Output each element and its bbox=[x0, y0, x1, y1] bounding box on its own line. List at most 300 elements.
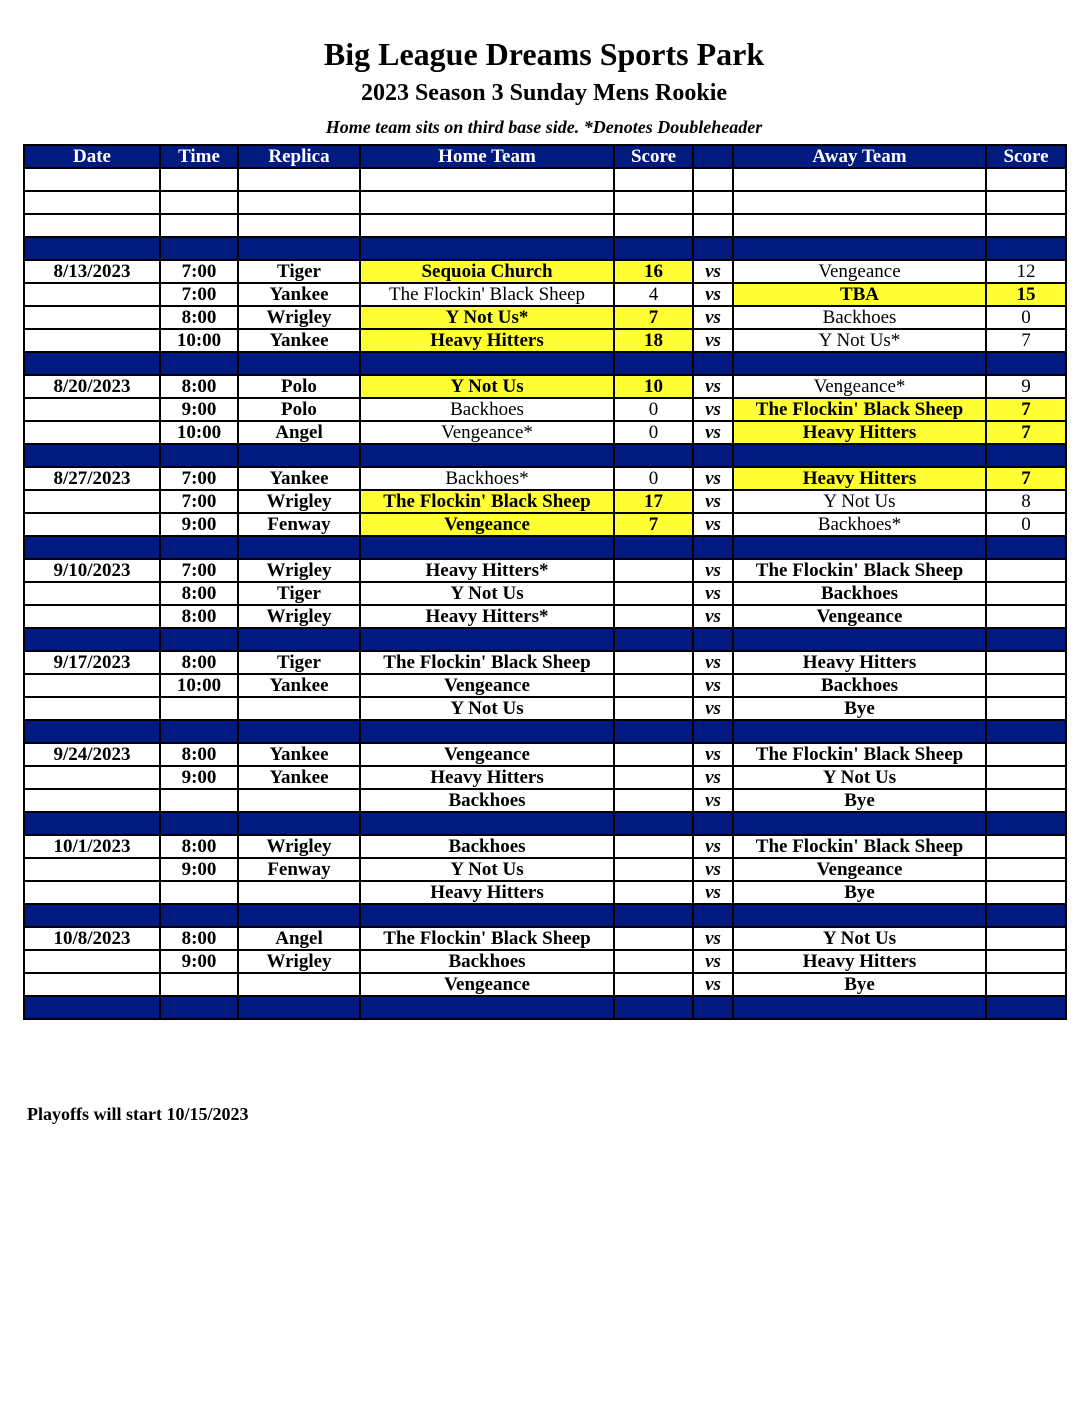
separator-cell bbox=[986, 904, 1066, 927]
separator-cell bbox=[238, 720, 360, 743]
separator-cell bbox=[160, 444, 238, 467]
cell-home-score bbox=[614, 881, 693, 904]
cell-time: 10:00 bbox=[160, 329, 238, 352]
separator-cell bbox=[360, 720, 614, 743]
cell-home-team: Heavy Hitters bbox=[360, 766, 614, 789]
cell-date bbox=[24, 398, 160, 421]
header-time: Time bbox=[160, 145, 238, 168]
cell-vs: vs bbox=[693, 789, 733, 812]
cell-replica: Tiger bbox=[238, 260, 360, 283]
cell-date: 9/24/2023 bbox=[24, 743, 160, 766]
separator-cell bbox=[986, 628, 1066, 651]
table-row bbox=[24, 306, 1066, 329]
separator-cell bbox=[614, 996, 693, 1019]
cell-home-team: Heavy Hitters bbox=[360, 329, 614, 352]
cell-vs: vs bbox=[693, 306, 733, 329]
cell-away-score: 7 bbox=[986, 421, 1066, 444]
cell-vs: vs bbox=[693, 651, 733, 674]
cell-date: 8/20/2023 bbox=[24, 375, 160, 398]
cell-home-score: 0 bbox=[614, 398, 693, 421]
cell-home-score bbox=[614, 605, 693, 628]
separator-cell bbox=[733, 996, 986, 1019]
cell-replica: Tiger bbox=[238, 582, 360, 605]
separator-cell bbox=[360, 536, 614, 559]
week-separator-row bbox=[24, 904, 1066, 927]
separator-cell bbox=[986, 720, 1066, 743]
cell-home-score: 4 bbox=[614, 283, 693, 306]
cell-away-team: Vengeance bbox=[733, 858, 986, 881]
week-separator-row bbox=[24, 996, 1066, 1019]
separator-cell bbox=[693, 628, 733, 651]
week-separator-row bbox=[24, 352, 1066, 375]
cell-away-team: TBA bbox=[733, 283, 986, 306]
cell-away-score bbox=[986, 881, 1066, 904]
cell-home-team: Vengeance bbox=[360, 513, 614, 536]
cell-replica bbox=[238, 214, 360, 237]
separator-cell bbox=[24, 352, 160, 375]
cell-date bbox=[24, 858, 160, 881]
cell-date bbox=[24, 973, 160, 996]
cell-date bbox=[24, 214, 160, 237]
cell-home-score: 17 bbox=[614, 490, 693, 513]
cell-home-team: The Flockin' Black Sheep bbox=[360, 283, 614, 306]
cell-away-score: 7 bbox=[986, 467, 1066, 490]
cell-away-score bbox=[986, 191, 1066, 214]
header-date: Date bbox=[24, 145, 160, 168]
cell-home-score bbox=[614, 858, 693, 881]
cell-away-team: Backhoes bbox=[733, 674, 986, 697]
cell-away-score: 0 bbox=[986, 513, 1066, 536]
cell-time: 8:00 bbox=[160, 375, 238, 398]
table-row bbox=[24, 214, 1066, 237]
cell-home-team: Vengeance* bbox=[360, 421, 614, 444]
cell-replica: Wrigley bbox=[238, 950, 360, 973]
cell-home-team bbox=[360, 168, 614, 191]
header-vs bbox=[693, 145, 733, 168]
cell-away-score bbox=[986, 743, 1066, 766]
separator-cell bbox=[360, 237, 614, 260]
cell-date bbox=[24, 513, 160, 536]
cell-vs: vs bbox=[693, 490, 733, 513]
cell-date bbox=[24, 329, 160, 352]
separator-cell bbox=[238, 996, 360, 1019]
doubleheader-note: Home team sits on third base side. *Denotes Doubleheader bbox=[325, 117, 763, 137]
separator-cell bbox=[24, 904, 160, 927]
cell-away-score bbox=[986, 214, 1066, 237]
separator-cell bbox=[693, 352, 733, 375]
page-title: Big League Dreams Sports Park bbox=[323, 36, 765, 72]
table-row bbox=[24, 398, 1066, 421]
cell-away-team: Heavy Hitters bbox=[733, 421, 986, 444]
separator-cell bbox=[693, 237, 733, 260]
week-separator-row bbox=[24, 720, 1066, 743]
separator-cell bbox=[238, 536, 360, 559]
separator-cell bbox=[733, 237, 986, 260]
cell-time: 9:00 bbox=[160, 858, 238, 881]
separator-cell bbox=[360, 996, 614, 1019]
separator-cell bbox=[986, 536, 1066, 559]
cell-away-score: 9 bbox=[986, 375, 1066, 398]
cell-away-team: Vengeance bbox=[733, 605, 986, 628]
separator-cell bbox=[733, 352, 986, 375]
cell-home-team bbox=[360, 214, 614, 237]
cell-date bbox=[24, 283, 160, 306]
cell-date: 8/27/2023 bbox=[24, 467, 160, 490]
table-row bbox=[24, 513, 1066, 536]
cell-date: 10/8/2023 bbox=[24, 927, 160, 950]
separator-cell bbox=[614, 352, 693, 375]
table-row bbox=[24, 559, 1066, 582]
cell-date bbox=[24, 168, 160, 191]
cell-home-team: The Flockin' Black Sheep bbox=[360, 927, 614, 950]
week-separator-row bbox=[24, 444, 1066, 467]
cell-replica: Angel bbox=[238, 927, 360, 950]
cell-home-score bbox=[614, 214, 693, 237]
cell-away-score bbox=[986, 168, 1066, 191]
cell-replica: Yankee bbox=[238, 283, 360, 306]
cell-date bbox=[24, 789, 160, 812]
cell-vs: vs bbox=[693, 605, 733, 628]
cell-vs: vs bbox=[693, 467, 733, 490]
cell-home-team: The Flockin' Black Sheep bbox=[360, 651, 614, 674]
separator-cell bbox=[693, 720, 733, 743]
cell-replica: Tiger bbox=[238, 651, 360, 674]
cell-away-score bbox=[986, 697, 1066, 720]
cell-away-score bbox=[986, 559, 1066, 582]
cell-away-team: Y Not Us bbox=[733, 766, 986, 789]
separator-cell bbox=[614, 237, 693, 260]
cell-home-team: Y Not Us bbox=[360, 375, 614, 398]
cell-time: 9:00 bbox=[160, 766, 238, 789]
cell-date bbox=[24, 306, 160, 329]
table-row bbox=[24, 467, 1066, 490]
cell-replica: Yankee bbox=[238, 766, 360, 789]
table-row bbox=[24, 973, 1066, 996]
cell-time: 9:00 bbox=[160, 398, 238, 421]
table-row bbox=[24, 651, 1066, 674]
separator-cell bbox=[733, 536, 986, 559]
week-separator-row bbox=[24, 628, 1066, 651]
separator-cell bbox=[160, 352, 238, 375]
cell-home-team: Sequoia Church bbox=[360, 260, 614, 283]
cell-away-score: 7 bbox=[986, 329, 1066, 352]
cell-time: 9:00 bbox=[160, 950, 238, 973]
cell-away-team: Bye bbox=[733, 697, 986, 720]
cell-home-team: Y Not Us bbox=[360, 697, 614, 720]
cell-replica: Yankee bbox=[238, 467, 360, 490]
cell-vs: vs bbox=[693, 927, 733, 950]
cell-vs bbox=[693, 191, 733, 214]
week-separator-row bbox=[24, 536, 1066, 559]
separator-cell bbox=[160, 628, 238, 651]
cell-away-team bbox=[733, 168, 986, 191]
table-row bbox=[24, 950, 1066, 973]
separator-cell bbox=[614, 628, 693, 651]
cell-date: 9/10/2023 bbox=[24, 559, 160, 582]
cell-away-score: 15 bbox=[986, 283, 1066, 306]
cell-time: 8:00 bbox=[160, 651, 238, 674]
cell-home-score bbox=[614, 191, 693, 214]
cell-away-score bbox=[986, 766, 1066, 789]
cell-date bbox=[24, 697, 160, 720]
cell-time bbox=[160, 973, 238, 996]
cell-away-score bbox=[986, 674, 1066, 697]
separator-cell bbox=[614, 812, 693, 835]
separator-cell bbox=[693, 444, 733, 467]
table-row bbox=[24, 283, 1066, 306]
separator-cell bbox=[733, 812, 986, 835]
cell-vs: vs bbox=[693, 835, 733, 858]
cell-date: 8/13/2023 bbox=[24, 260, 160, 283]
cell-vs: vs bbox=[693, 858, 733, 881]
cell-replica: Yankee bbox=[238, 329, 360, 352]
separator-cell bbox=[614, 904, 693, 927]
cell-home-score: 18 bbox=[614, 329, 693, 352]
separator-cell bbox=[733, 444, 986, 467]
separator-cell bbox=[360, 444, 614, 467]
separator-cell bbox=[360, 628, 614, 651]
table-row bbox=[24, 260, 1066, 283]
cell-home-score bbox=[614, 743, 693, 766]
cell-home-team: Vengeance bbox=[360, 973, 614, 996]
cell-away-team: The Flockin' Black Sheep bbox=[733, 559, 986, 582]
header-home-score: Score bbox=[614, 145, 693, 168]
cell-time: 8:00 bbox=[160, 927, 238, 950]
cell-replica: Wrigley bbox=[238, 490, 360, 513]
cell-home-score bbox=[614, 927, 693, 950]
separator-cell bbox=[238, 812, 360, 835]
cell-time: 7:00 bbox=[160, 283, 238, 306]
cell-date bbox=[24, 191, 160, 214]
separator-cell bbox=[986, 996, 1066, 1019]
cell-time bbox=[160, 191, 238, 214]
table-row bbox=[24, 329, 1066, 352]
cell-away-score bbox=[986, 605, 1066, 628]
cell-home-score: 10 bbox=[614, 375, 693, 398]
separator-cell bbox=[24, 444, 160, 467]
table-row bbox=[24, 881, 1066, 904]
cell-home-score bbox=[614, 973, 693, 996]
cell-away-score bbox=[986, 835, 1066, 858]
cell-time bbox=[160, 881, 238, 904]
cell-replica bbox=[238, 789, 360, 812]
table-row bbox=[24, 743, 1066, 766]
cell-home-team: Heavy Hitters* bbox=[360, 605, 614, 628]
cell-replica: Yankee bbox=[238, 743, 360, 766]
cell-vs: vs bbox=[693, 582, 733, 605]
table-row bbox=[24, 927, 1066, 950]
cell-home-team: Heavy Hitters bbox=[360, 881, 614, 904]
cell-time bbox=[160, 697, 238, 720]
cell-home-team: Backhoes bbox=[360, 950, 614, 973]
cell-away-team bbox=[733, 214, 986, 237]
cell-away-team: Vengeance* bbox=[733, 375, 986, 398]
cell-away-team: Y Not Us* bbox=[733, 329, 986, 352]
cell-replica: Fenway bbox=[238, 858, 360, 881]
cell-replica: Polo bbox=[238, 375, 360, 398]
cell-away-team: Y Not Us bbox=[733, 490, 986, 513]
cell-vs: vs bbox=[693, 950, 733, 973]
cell-replica bbox=[238, 881, 360, 904]
cell-vs bbox=[693, 214, 733, 237]
cell-replica bbox=[238, 168, 360, 191]
separator-cell bbox=[693, 904, 733, 927]
cell-replica: Wrigley bbox=[238, 306, 360, 329]
cell-home-score bbox=[614, 950, 693, 973]
header-row bbox=[24, 145, 1066, 168]
cell-time: 10:00 bbox=[160, 674, 238, 697]
header-away-score: Score bbox=[986, 145, 1066, 168]
separator-cell bbox=[24, 536, 160, 559]
header-home-team: Home Team bbox=[360, 145, 614, 168]
separator-cell bbox=[24, 720, 160, 743]
separator-cell bbox=[238, 352, 360, 375]
cell-away-team: The Flockin' Black Sheep bbox=[733, 743, 986, 766]
cell-away-score: 12 bbox=[986, 260, 1066, 283]
cell-replica: Wrigley bbox=[238, 605, 360, 628]
cell-vs: vs bbox=[693, 973, 733, 996]
cell-time: 7:00 bbox=[160, 559, 238, 582]
cell-away-score bbox=[986, 651, 1066, 674]
separator-cell bbox=[614, 536, 693, 559]
table-row bbox=[24, 697, 1066, 720]
cell-home-score bbox=[614, 559, 693, 582]
cell-date bbox=[24, 605, 160, 628]
cell-home-team: Y Not Us bbox=[360, 582, 614, 605]
cell-date: 9/17/2023 bbox=[24, 651, 160, 674]
playoffs-note: Playoffs will start 10/15/2023 bbox=[27, 1104, 249, 1124]
cell-away-team: Bye bbox=[733, 789, 986, 812]
cell-home-score bbox=[614, 674, 693, 697]
cell-replica: Yankee bbox=[238, 674, 360, 697]
cell-away-score bbox=[986, 950, 1066, 973]
cell-away-team: Bye bbox=[733, 973, 986, 996]
cell-date bbox=[24, 881, 160, 904]
cell-home-score bbox=[614, 651, 693, 674]
cell-replica: Wrigley bbox=[238, 835, 360, 858]
cell-replica bbox=[238, 191, 360, 214]
separator-cell bbox=[160, 812, 238, 835]
cell-away-team: Bye bbox=[733, 881, 986, 904]
cell-time bbox=[160, 214, 238, 237]
cell-away-team: Heavy Hitters bbox=[733, 467, 986, 490]
cell-date bbox=[24, 674, 160, 697]
separator-cell bbox=[693, 996, 733, 1019]
cell-date bbox=[24, 421, 160, 444]
table-row bbox=[24, 766, 1066, 789]
cell-home-team: Vengeance bbox=[360, 674, 614, 697]
separator-cell bbox=[160, 996, 238, 1019]
cell-away-team: Backhoes bbox=[733, 582, 986, 605]
cell-vs: vs bbox=[693, 881, 733, 904]
separator-cell bbox=[614, 720, 693, 743]
separator-cell bbox=[160, 237, 238, 260]
cell-away-score: 8 bbox=[986, 490, 1066, 513]
cell-date bbox=[24, 490, 160, 513]
cell-time: 9:00 bbox=[160, 513, 238, 536]
separator-cell bbox=[733, 904, 986, 927]
cell-vs: vs bbox=[693, 375, 733, 398]
separator-cell bbox=[693, 812, 733, 835]
cell-vs: vs bbox=[693, 260, 733, 283]
cell-away-team: Backhoes bbox=[733, 306, 986, 329]
cell-vs: vs bbox=[693, 559, 733, 582]
cell-time bbox=[160, 168, 238, 191]
cell-home-team: Heavy Hitters* bbox=[360, 559, 614, 582]
separator-cell bbox=[360, 812, 614, 835]
cell-away-score bbox=[986, 973, 1066, 996]
cell-home-score bbox=[614, 697, 693, 720]
separator-cell bbox=[733, 628, 986, 651]
cell-vs: vs bbox=[693, 329, 733, 352]
cell-away-score bbox=[986, 858, 1066, 881]
separator-cell bbox=[238, 904, 360, 927]
cell-vs: vs bbox=[693, 674, 733, 697]
cell-vs: vs bbox=[693, 743, 733, 766]
table-row bbox=[24, 191, 1066, 214]
separator-cell bbox=[238, 237, 360, 260]
separator-cell bbox=[614, 444, 693, 467]
cell-home-score: 16 bbox=[614, 260, 693, 283]
cell-away-team: Y Not Us bbox=[733, 927, 986, 950]
cell-time: 8:00 bbox=[160, 306, 238, 329]
separator-cell bbox=[986, 237, 1066, 260]
table-row bbox=[24, 582, 1066, 605]
cell-replica: Wrigley bbox=[238, 559, 360, 582]
cell-time: 8:00 bbox=[160, 743, 238, 766]
separator-cell bbox=[986, 352, 1066, 375]
cell-away-team: The Flockin' Black Sheep bbox=[733, 398, 986, 421]
table-row bbox=[24, 835, 1066, 858]
week-separator-row bbox=[24, 812, 1066, 835]
separator-cell bbox=[986, 812, 1066, 835]
cell-time bbox=[160, 789, 238, 812]
cell-away-score: 7 bbox=[986, 398, 1066, 421]
separator-cell bbox=[160, 720, 238, 743]
cell-vs: vs bbox=[693, 766, 733, 789]
cell-date bbox=[24, 950, 160, 973]
table-row bbox=[24, 168, 1066, 191]
cell-replica: Fenway bbox=[238, 513, 360, 536]
cell-time: 7:00 bbox=[160, 490, 238, 513]
cell-away-team: Vengeance bbox=[733, 260, 986, 283]
cell-away-team: Heavy Hitters bbox=[733, 651, 986, 674]
separator-cell bbox=[24, 628, 160, 651]
table-row bbox=[24, 490, 1066, 513]
separator-cell bbox=[160, 904, 238, 927]
cell-vs: vs bbox=[693, 283, 733, 306]
cell-time: 8:00 bbox=[160, 582, 238, 605]
cell-time: 7:00 bbox=[160, 467, 238, 490]
cell-away-team: Backhoes* bbox=[733, 513, 986, 536]
cell-vs: vs bbox=[693, 513, 733, 536]
cell-date bbox=[24, 766, 160, 789]
separator-cell bbox=[986, 444, 1066, 467]
separator-cell bbox=[24, 996, 160, 1019]
cell-date: 10/1/2023 bbox=[24, 835, 160, 858]
header-replica: Replica bbox=[238, 145, 360, 168]
separator-cell bbox=[693, 536, 733, 559]
cell-away-score bbox=[986, 789, 1066, 812]
cell-time: 10:00 bbox=[160, 421, 238, 444]
cell-away-team: The Flockin' Black Sheep bbox=[733, 835, 986, 858]
cell-home-team: Backhoes bbox=[360, 789, 614, 812]
table-row bbox=[24, 375, 1066, 398]
cell-home-team: Backhoes bbox=[360, 398, 614, 421]
cell-home-score: 7 bbox=[614, 306, 693, 329]
schedule-table bbox=[23, 144, 1067, 1020]
table-row bbox=[24, 858, 1066, 881]
